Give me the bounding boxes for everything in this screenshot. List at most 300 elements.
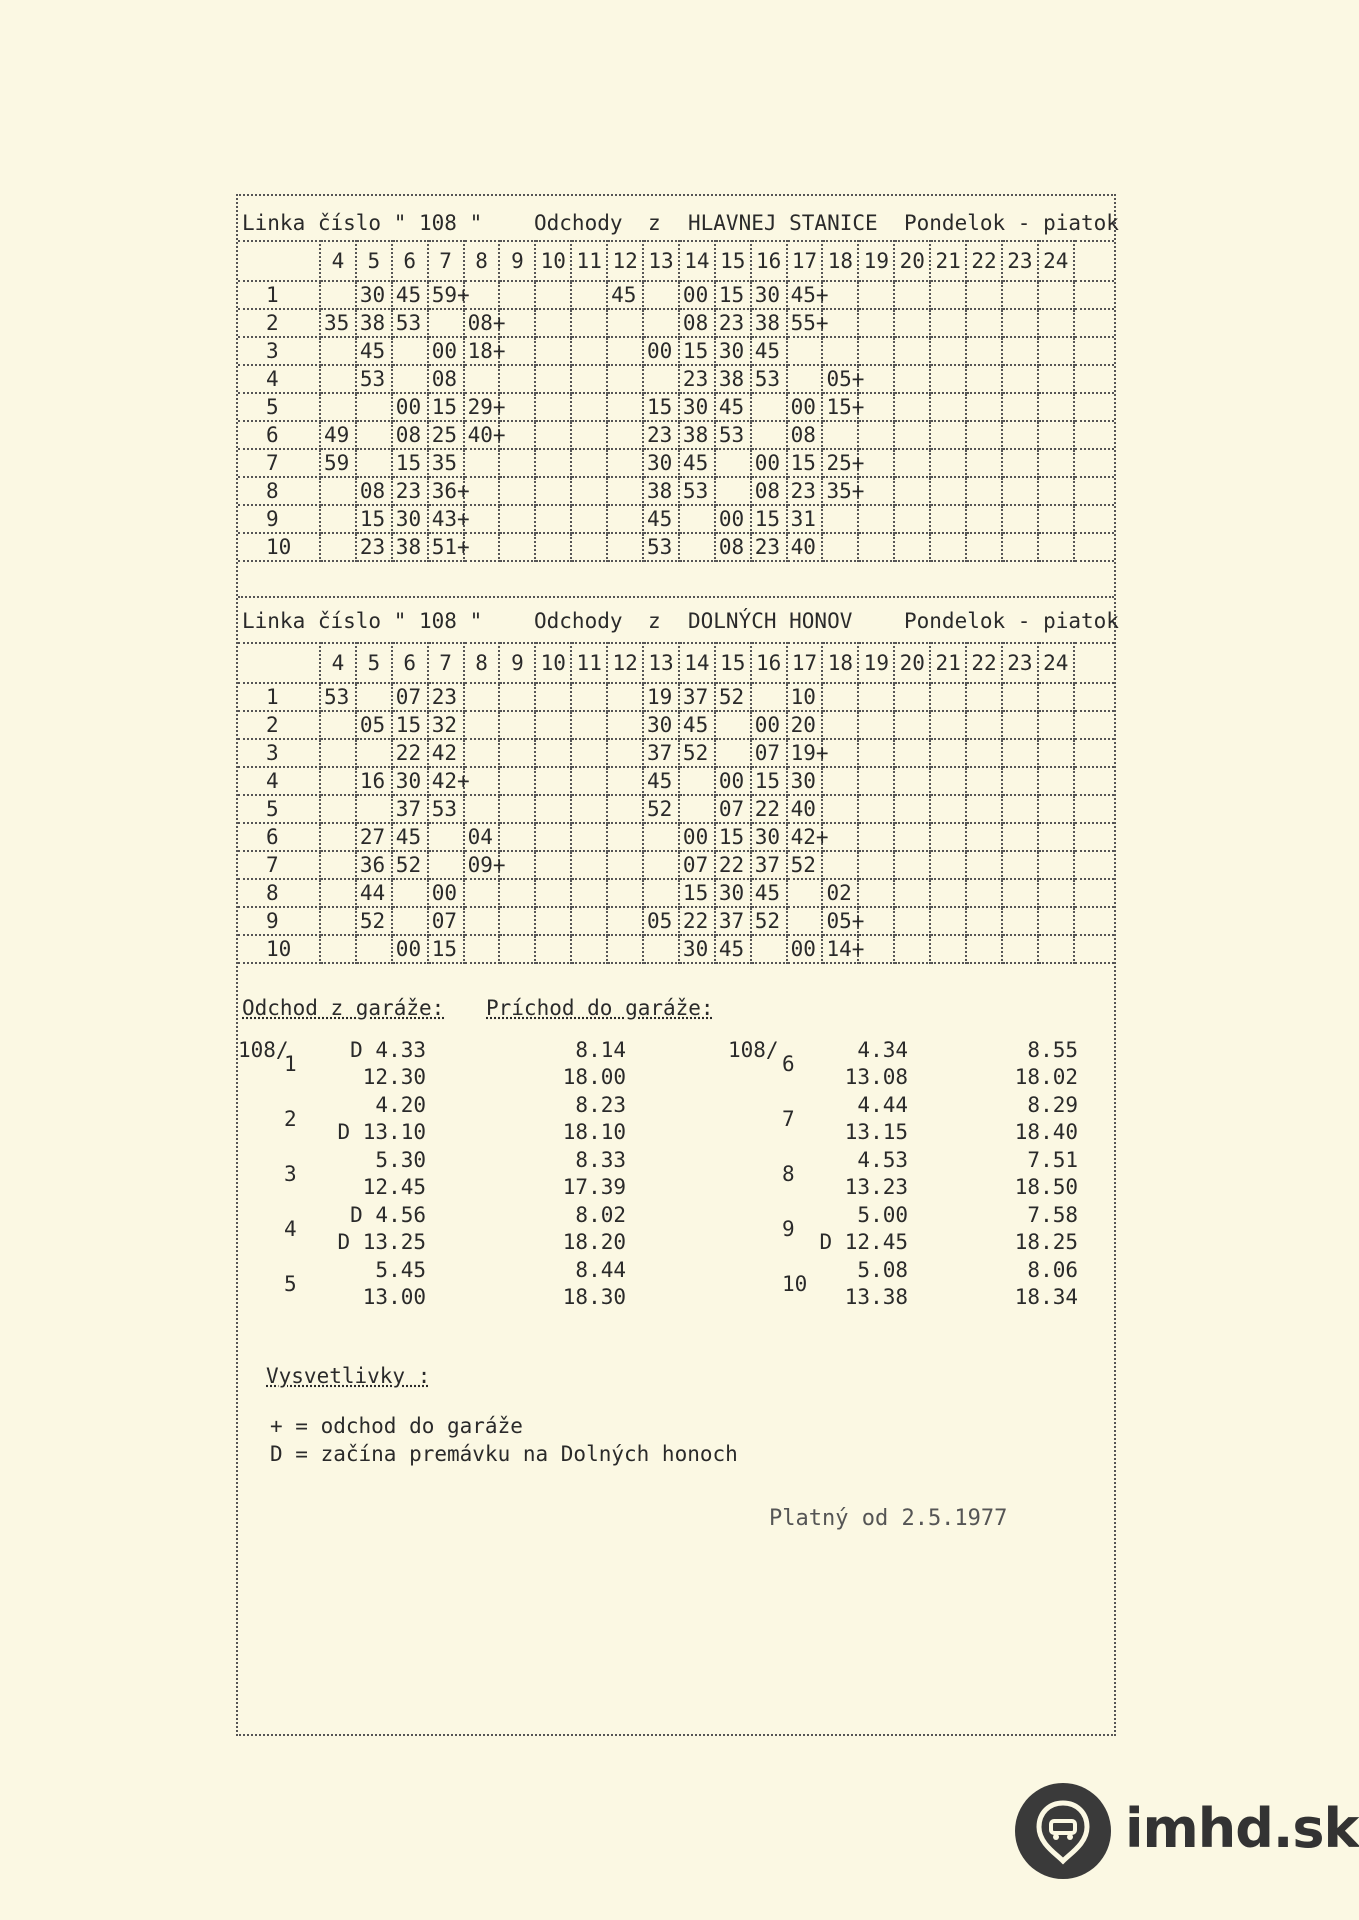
departure-minute <box>966 477 1002 505</box>
departure-minute: 45 <box>392 281 428 309</box>
hour-label: 12 <box>607 241 643 281</box>
departure-minute: 04 <box>464 823 500 851</box>
hour-label: 11 <box>571 643 607 683</box>
prichod-time: 18.34 <box>1014 1285 1078 1309</box>
departure-minute <box>1002 337 1038 365</box>
hour-label: 13 <box>643 643 679 683</box>
departure-minute <box>966 851 1002 879</box>
departure-minute <box>535 337 571 365</box>
departure-minute: 25+ <box>822 449 858 477</box>
departure-minute <box>1002 739 1038 767</box>
departure-minute <box>535 477 571 505</box>
departure-minute: 23 <box>392 477 428 505</box>
days-label: Pondelok - piatok <box>904 211 1119 235</box>
imhd-logo <box>1015 1783 1359 1879</box>
departure-minute <box>571 309 607 337</box>
departure-minute <box>535 823 571 851</box>
departure-minute <box>1038 393 1074 421</box>
departure-minute <box>499 711 535 739</box>
departure-minute <box>930 851 966 879</box>
right-line-prefix: 108/ <box>728 1038 779 1062</box>
departure-minute <box>930 281 966 309</box>
legend-plus: + = odchod do garáže <box>270 1414 523 1438</box>
departure-minute <box>894 739 930 767</box>
departure-minute: 08 <box>715 533 751 561</box>
departure-minute <box>1038 449 1074 477</box>
departure-minute: 52 <box>392 851 428 879</box>
departure-minute <box>715 477 751 505</box>
valid-from: Platný od 2.5.1977 <box>769 1506 1008 1531</box>
departure-minute <box>535 711 571 739</box>
departure-minute <box>607 421 643 449</box>
departure-minute <box>320 767 356 795</box>
departure-minute: 07 <box>715 795 751 823</box>
departure-minute <box>320 907 356 935</box>
from-z: z <box>648 211 661 235</box>
timetable-row <box>238 365 1114 393</box>
departure-minute <box>320 393 356 421</box>
spare-cell <box>1074 337 1114 365</box>
departure-minute <box>1002 449 1038 477</box>
departure-minute <box>535 533 571 561</box>
departure-minute <box>858 505 894 533</box>
prichod-time: 8.29 <box>1027 1093 1078 1117</box>
bus-number: 7 <box>782 1107 795 1131</box>
departure-minute <box>571 739 607 767</box>
bus-number: 3 <box>284 1162 297 1186</box>
spare-cell <box>1074 851 1114 879</box>
departure-minute <box>607 823 643 851</box>
departure-minute: 37 <box>643 739 679 767</box>
departure-minute: 05 <box>356 711 392 739</box>
departure-minute: 07 <box>679 851 715 879</box>
departure-minute <box>894 365 930 393</box>
departure-minute: 55+ <box>787 309 823 337</box>
departure-minute <box>643 823 679 851</box>
departure-minute <box>858 767 894 795</box>
departure-minute <box>571 935 607 963</box>
departure-minute <box>607 851 643 879</box>
departure-minute: 37 <box>715 907 751 935</box>
departure-minute <box>607 795 643 823</box>
hour-label: 10 <box>535 643 571 683</box>
departure-minute: 00 <box>787 393 823 421</box>
odchody-label: Odchody <box>534 609 623 633</box>
hour-label: 5 <box>356 643 392 683</box>
spare-cell <box>1074 421 1114 449</box>
bus-number: 8 <box>782 1162 795 1186</box>
bus-number: 2 <box>284 1107 297 1131</box>
bus-number: 9 <box>782 1217 795 1241</box>
departure-minute <box>428 823 464 851</box>
departure-minute <box>320 851 356 879</box>
odchody-label: Odchody <box>534 211 623 235</box>
departure-minute <box>499 449 535 477</box>
bus-number: 4 <box>284 1217 297 1241</box>
hour-label: 15 <box>715 241 751 281</box>
departure-minute: 35+ <box>822 477 858 505</box>
departure-minute <box>392 337 428 365</box>
departure-minute <box>966 683 1002 711</box>
departure-minute <box>499 823 535 851</box>
departure-minute <box>930 935 966 963</box>
bus-number: 5 <box>284 1272 297 1296</box>
departure-minute <box>1038 365 1074 393</box>
departure-minute <box>499 281 535 309</box>
departure-minute <box>1038 505 1074 533</box>
departure-minute <box>356 449 392 477</box>
departure-minute <box>1002 907 1038 935</box>
departure-minute <box>751 421 787 449</box>
departure-minute <box>464 365 500 393</box>
prichod-time: 18.10 <box>562 1120 626 1144</box>
departure-minute <box>499 879 535 907</box>
departure-minute <box>535 365 571 393</box>
departure-minute <box>607 711 643 739</box>
departure-minute <box>1002 879 1038 907</box>
departure-minute <box>1002 477 1038 505</box>
departure-minute <box>320 477 356 505</box>
departure-minute <box>858 309 894 337</box>
departure-minute: 19+ <box>787 739 823 767</box>
spare-cell <box>1074 477 1114 505</box>
departure-minute <box>894 851 930 879</box>
departure-minute <box>930 533 966 561</box>
departure-minute <box>715 711 751 739</box>
odchod-time: 12.30 <box>362 1065 426 1089</box>
departure-minute: 30 <box>715 337 751 365</box>
departure-minute <box>320 505 356 533</box>
departure-minute: 23 <box>715 309 751 337</box>
prichod-time: 8.33 <box>575 1148 626 1172</box>
departure-minute: 30 <box>715 879 751 907</box>
departure-minute <box>858 795 894 823</box>
departure-minute <box>535 683 571 711</box>
departure-minute <box>966 281 1002 309</box>
departure-minute <box>320 935 356 963</box>
bus-number: 6 <box>782 1052 795 1076</box>
departure-minute <box>571 393 607 421</box>
departure-minute <box>1002 281 1038 309</box>
departure-minute <box>320 711 356 739</box>
bus-number: 5 <box>238 795 320 823</box>
departure-minute <box>571 281 607 309</box>
departure-minute: 52 <box>715 683 751 711</box>
line-label: Linka číslo " 108 " <box>242 609 483 633</box>
spare-cell <box>1074 683 1114 711</box>
departure-minute: 15 <box>787 449 823 477</box>
hour-label: 23 <box>1002 241 1038 281</box>
departure-minute <box>894 477 930 505</box>
departure-minute <box>464 935 500 963</box>
prichod-time: 18.00 <box>562 1065 626 1089</box>
departure-minute <box>535 935 571 963</box>
departure-minute <box>643 935 679 963</box>
departure-minute <box>428 851 464 879</box>
prichod-time: 18.20 <box>562 1230 626 1254</box>
timetable-row <box>238 421 1114 449</box>
departure-minute <box>392 907 428 935</box>
departure-minute <box>1002 795 1038 823</box>
departure-minute: 38 <box>392 533 428 561</box>
bus-number: 5 <box>238 393 320 421</box>
departure-minute <box>894 393 930 421</box>
hour-label: 22 <box>966 241 1002 281</box>
departure-minute <box>320 823 356 851</box>
departure-minute <box>464 907 500 935</box>
timetable-row <box>238 477 1114 505</box>
hour-label: 24 <box>1038 241 1074 281</box>
departure-minute <box>787 365 823 393</box>
departure-minute: 45 <box>679 711 715 739</box>
spare-cell <box>1074 739 1114 767</box>
departure-minute <box>822 851 858 879</box>
departure-minute <box>535 393 571 421</box>
departure-minute <box>607 935 643 963</box>
hour-label: 14 <box>679 241 715 281</box>
hour-label: 10 <box>535 241 571 281</box>
departure-minute: 15+ <box>822 393 858 421</box>
spare-cell <box>1074 505 1114 533</box>
departure-minute <box>499 365 535 393</box>
departure-minute <box>966 421 1002 449</box>
departure-minute: 15 <box>715 823 751 851</box>
departure-minute: 15 <box>715 281 751 309</box>
departure-minute <box>1038 309 1074 337</box>
departure-minute <box>679 795 715 823</box>
odchod-time: D 12.45 <box>819 1230 908 1254</box>
odchod-time: 13.23 <box>844 1175 908 1199</box>
departure-minute <box>858 711 894 739</box>
departure-minute: 15 <box>751 505 787 533</box>
departure-minute <box>571 711 607 739</box>
departure-minute <box>858 337 894 365</box>
hour-label: 20 <box>894 241 930 281</box>
departure-minute: 30 <box>392 505 428 533</box>
departure-minute <box>535 281 571 309</box>
departure-minute <box>930 337 966 365</box>
departure-minute <box>858 879 894 907</box>
bus-number: 3 <box>238 739 320 767</box>
departure-minute: 07 <box>392 683 428 711</box>
departure-minute <box>894 281 930 309</box>
departure-minute: 15 <box>751 767 787 795</box>
departure-minute: 22 <box>392 739 428 767</box>
days-label: Pondelok - piatok <box>904 609 1119 633</box>
departure-minute <box>464 739 500 767</box>
departure-minute <box>858 683 894 711</box>
departure-minute: 36+ <box>428 477 464 505</box>
spare-cell <box>1074 449 1114 477</box>
departure-minute: 19 <box>643 683 679 711</box>
hour-label: 8 <box>464 241 500 281</box>
departure-minute <box>320 281 356 309</box>
spare-cell <box>1074 643 1114 683</box>
departure-minute: 15 <box>356 505 392 533</box>
legend-title: Vysvetlivky : <box>266 1364 431 1388</box>
departure-minute: 53 <box>679 477 715 505</box>
corner-cell <box>238 643 320 683</box>
departure-minute: 38 <box>356 309 392 337</box>
departure-minute: 45 <box>607 281 643 309</box>
prichod-time: 18.30 <box>562 1285 626 1309</box>
departure-minute: 23 <box>643 421 679 449</box>
hour-header-row <box>238 643 1114 683</box>
bus-number: 10 <box>238 533 320 561</box>
bus-number: 9 <box>238 907 320 935</box>
departure-minute: 18+ <box>464 337 500 365</box>
departure-minute <box>535 421 571 449</box>
odchod-time: 4.53 <box>857 1148 908 1172</box>
departure-minute <box>356 739 392 767</box>
departure-minute <box>966 449 1002 477</box>
departure-minute: 53 <box>643 533 679 561</box>
departure-minute <box>679 505 715 533</box>
departure-minute <box>1002 851 1038 879</box>
odchod-time: D 4.56 <box>350 1203 426 1227</box>
departure-minute: 38 <box>751 309 787 337</box>
prichod-time: 7.58 <box>1027 1203 1078 1227</box>
prichod-time: 8.14 <box>575 1038 626 1062</box>
hour-label: 15 <box>715 643 751 683</box>
departure-minute: 53 <box>715 421 751 449</box>
departure-minute <box>643 851 679 879</box>
departure-minute: 08 <box>428 365 464 393</box>
departure-minute <box>607 533 643 561</box>
departure-minute: 09+ <box>464 851 500 879</box>
odchod-time: 13.08 <box>844 1065 908 1089</box>
departure-minute: 00 <box>751 449 787 477</box>
timetable-document <box>236 194 1119 1736</box>
bus-number: 4 <box>238 767 320 795</box>
timetable-row <box>238 851 1114 879</box>
departure-minute <box>822 795 858 823</box>
departure-minute: 14+ <box>822 935 858 963</box>
departure-minute <box>356 935 392 963</box>
departure-minute: 00 <box>392 393 428 421</box>
odchod-time: D 13.10 <box>337 1120 426 1144</box>
timetable-row <box>238 281 1114 309</box>
departure-minute: 16 <box>356 767 392 795</box>
departure-minute: 00 <box>428 337 464 365</box>
departure-minute: 38 <box>715 365 751 393</box>
logo-text: imhd.sk <box>1125 1797 1359 1860</box>
departure-minute: 30 <box>679 935 715 963</box>
odchod-time: 4.44 <box>857 1093 908 1117</box>
departure-minute: 00 <box>643 337 679 365</box>
departure-minute <box>894 449 930 477</box>
departure-minute <box>607 739 643 767</box>
departure-minute <box>822 533 858 561</box>
prichod-time: 18.02 <box>1014 1065 1078 1089</box>
departure-minute <box>499 477 535 505</box>
departure-minute <box>930 309 966 337</box>
departure-minute <box>499 505 535 533</box>
departure-minute <box>787 337 823 365</box>
departure-minute <box>966 879 1002 907</box>
departure-minute <box>1038 879 1074 907</box>
departure-minute <box>894 795 930 823</box>
departure-minute: 23 <box>679 365 715 393</box>
departure-minute: 23 <box>428 683 464 711</box>
odchod-time: 13.15 <box>844 1120 908 1144</box>
departure-minute <box>356 393 392 421</box>
departure-minute <box>822 711 858 739</box>
spare-cell <box>1074 907 1114 935</box>
departure-minute <box>751 683 787 711</box>
bus-number: 8 <box>238 477 320 505</box>
hour-label: 21 <box>930 241 966 281</box>
hour-label: 12 <box>607 643 643 683</box>
timetable-row <box>238 309 1114 337</box>
hour-label: 4 <box>320 241 356 281</box>
departure-minute: 10 <box>787 683 823 711</box>
departure-minute: 23 <box>356 533 392 561</box>
hour-label: 9 <box>499 643 535 683</box>
departure-minute: 52 <box>679 739 715 767</box>
line-label: Linka číslo " 108 " <box>242 211 483 235</box>
departure-minute <box>751 935 787 963</box>
departure-minute: 02 <box>822 879 858 907</box>
timetable-row <box>238 767 1114 795</box>
departure-minute <box>894 823 930 851</box>
prichod-time: 18.25 <box>1014 1230 1078 1254</box>
prichod-time: 7.51 <box>1027 1148 1078 1172</box>
hour-label: 9 <box>499 241 535 281</box>
departure-minute <box>966 739 1002 767</box>
departure-minute <box>571 767 607 795</box>
departure-minute <box>1038 281 1074 309</box>
departure-minute <box>1038 337 1074 365</box>
hour-label: 6 <box>392 643 428 683</box>
departure-minute <box>930 421 966 449</box>
hour-label: 11 <box>571 241 607 281</box>
departure-minute <box>1038 851 1074 879</box>
departure-minute <box>320 739 356 767</box>
departure-minute <box>930 393 966 421</box>
departure-minute: 30 <box>643 449 679 477</box>
hour-label: 22 <box>966 643 1002 683</box>
departure-minute: 29+ <box>464 393 500 421</box>
departure-minute: 45+ <box>787 281 823 309</box>
departure-minute <box>607 365 643 393</box>
hour-label: 4 <box>320 643 356 683</box>
departure-minute: 30 <box>787 767 823 795</box>
odchod-time: 13.00 <box>362 1285 426 1309</box>
departure-minute <box>571 365 607 393</box>
timetable-hlavna-stanica <box>238 240 1114 562</box>
bus-number: 3 <box>238 337 320 365</box>
bus-number: 2 <box>238 309 320 337</box>
departure-minute <box>1002 421 1038 449</box>
prichod-time: 8.44 <box>575 1258 626 1282</box>
bus-number: 9 <box>238 505 320 533</box>
departure-minute: 30 <box>751 823 787 851</box>
bus-number: 6 <box>238 421 320 449</box>
departure-minute: 45 <box>356 337 392 365</box>
departure-minute: 00 <box>392 935 428 963</box>
departure-minute <box>392 879 428 907</box>
departure-minute: 27 <box>356 823 392 851</box>
departure-minute: 22 <box>679 907 715 935</box>
departure-minute <box>499 533 535 561</box>
departure-minute <box>571 879 607 907</box>
departure-minute: 35 <box>428 449 464 477</box>
departure-minute <box>1038 477 1074 505</box>
departure-minute <box>1002 309 1038 337</box>
departure-minute <box>571 477 607 505</box>
odchod-time: 5.00 <box>857 1203 908 1227</box>
